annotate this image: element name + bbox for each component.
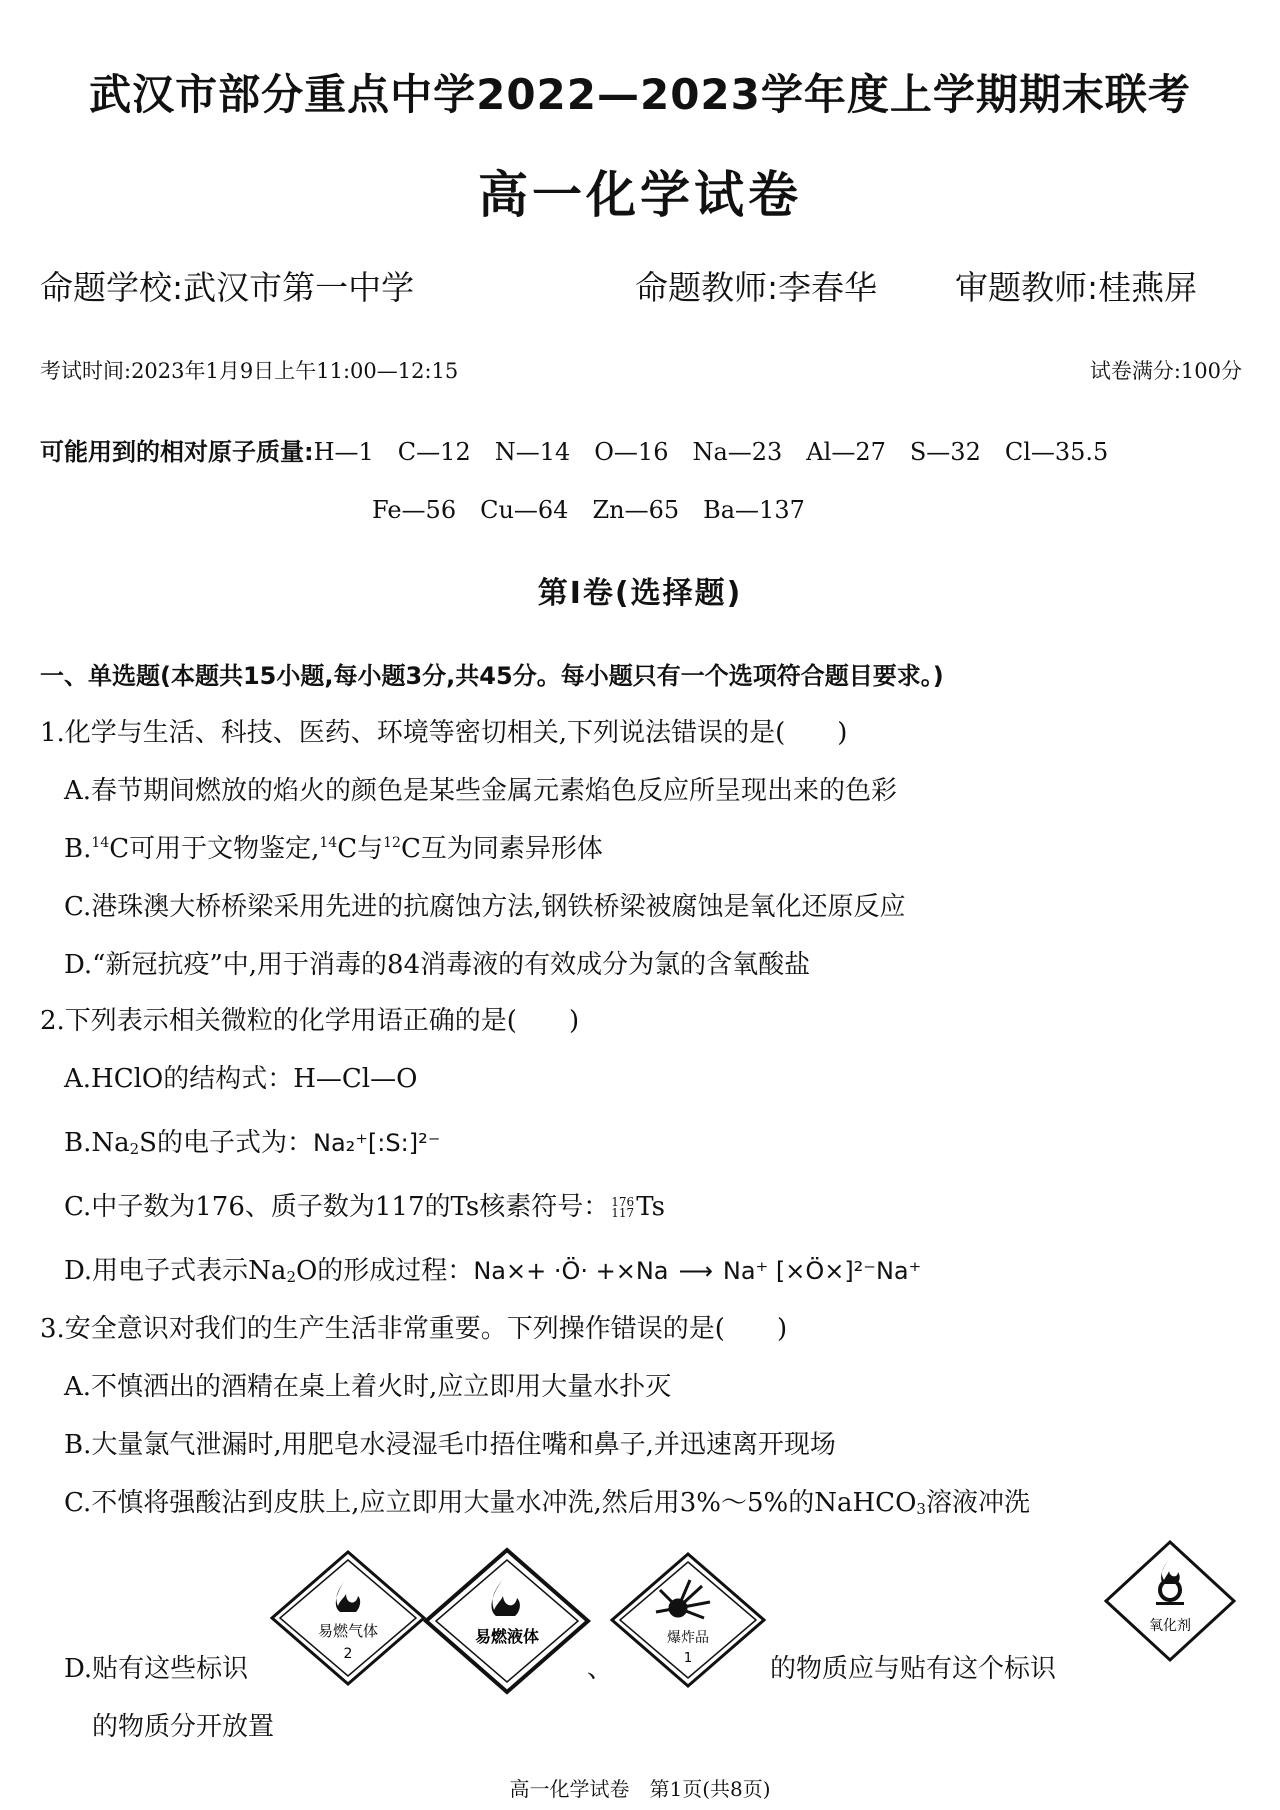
setter-school: 命题学校:武汉市第一中学 <box>40 268 415 307</box>
reviewer: 审题教师:桂燕屏 <box>955 268 1198 307</box>
q3-option-c <box>64 1482 1030 1519</box>
q2-b-formula: Na₂⁺[:S:]²⁻ <box>312 1129 441 1157</box>
nuclide-stack <box>611 1197 634 1219</box>
q1-b-end: C互为同素异形体 <box>400 834 603 864</box>
explosive-label: 爆炸品 <box>667 1630 709 1646</box>
setter-teacher: 命题教师:李春华 <box>635 268 878 307</box>
q3-option-a: A.不慎洒出的酒精在桌上着火时,应立即用大量水扑灭 <box>64 1372 672 1402</box>
reaction-arrow: ⟶ <box>678 1257 713 1285</box>
q3-option-d-separator: 、 <box>587 1654 614 1684</box>
nuclide-atomic-number: 117 <box>611 1206 635 1220</box>
q1-stem: 1.化学与生活、科技、医药、环境等密切相关,下列说法错误的是( ) <box>40 718 848 748</box>
q2-option-d <box>64 1250 921 1287</box>
q1-b-sup3: 12 <box>383 835 401 851</box>
q1-option-b <box>64 828 603 865</box>
q2-c-text: C.中子数为176、质子数为117的Ts核素符号： <box>64 1192 610 1222</box>
full-score: 试卷满分:100分 <box>1089 359 1242 383</box>
q3-option-d-pre: D.贴有这些标识 <box>64 1654 249 1684</box>
q2-b-mid: S的电子式为： <box>139 1128 313 1158</box>
q3-c-sub: 3 <box>916 1500 926 1518</box>
q3-c-end: 溶液冲洗 <box>925 1488 1030 1518</box>
nuclide-symbol: Ts <box>636 1192 665 1222</box>
q2-d-mid: O的形成过程： <box>295 1256 474 1286</box>
q2-d-left: Na×+ ·Ö· +×Na <box>473 1257 669 1285</box>
section-heading: 一、单选题(本题共15小题,每小题3分,共45分。每小题只有一个选项符合题目要求。) <box>40 662 944 690</box>
nuclide-mass-number: 176 <box>611 1195 635 1209</box>
q2-stem: 2.下列表示相关微粒的化学用语正确的是( ) <box>40 1006 580 1036</box>
q1-option-a: A.春节期间燃放的焰火的颜色是某些金属元素焰色反应所呈现出来的色彩 <box>64 776 898 806</box>
q3-option-d-mid: 的物质应与贴有这个标识 <box>770 1654 1057 1684</box>
q3-option-d-end: 的物质分开放置 <box>92 1712 275 1742</box>
flammable-gas-sign <box>268 1548 428 1688</box>
q1-option-c: C.港珠澳大桥桥梁采用先进的抗腐蚀方法,钢铁桥梁被腐蚀是氧化还原反应 <box>64 892 906 922</box>
section-title: 第Ⅰ卷(选择题) <box>537 576 743 611</box>
flammable-gas-label: 易燃气体 <box>317 1622 379 1640</box>
flammable-gas-class: 2 <box>343 1646 353 1662</box>
oxidizer-label: 氧化剂 <box>1149 1618 1191 1634</box>
q2-b-sub: 2 <box>129 1140 140 1158</box>
q2-option-b <box>64 1122 440 1159</box>
q3-stem: 3.安全意识对我们的生产生活非常重要。下列操作错误的是( ) <box>40 1314 788 1344</box>
q1-b-pre: B. <box>64 834 92 864</box>
atomic-masses-1: H—1 C—12 N—14 O—16 Na—23 Al—27 S—32 Cl—35.5 <box>313 438 1109 466</box>
q3-option-b: B.大量氯气泄漏时,用肥皂水浸湿毛巾捂住嘴和鼻子,并迅速离开现场 <box>64 1430 836 1460</box>
explosive-class: 1 <box>683 1651 693 1666</box>
atomic-mass-label: 可能用到的相对原子质量: <box>40 438 314 466</box>
atomic-mass-line-1 <box>40 432 1108 467</box>
q1-b-mid1: C可用于文物鉴定, <box>109 834 320 864</box>
explosive-sign <box>608 1550 768 1690</box>
q1-option-d: D.“新冠抗疫”中,用于消毒的84消毒液的有效成分为氯的含氧酸盐 <box>64 950 811 980</box>
q1-b-mid2: C与 <box>337 834 384 864</box>
flammable-liquid-sign <box>422 1546 592 1696</box>
q2-d-pre: D.用电子式表示Na <box>64 1256 287 1286</box>
q2-d-right: Na⁺ [×Ö×]²⁻Na⁺ <box>722 1257 922 1285</box>
q2-b-pre: B.Na <box>64 1128 130 1158</box>
school-exam-title: 武汉市部分重点中学2022—2023学年度上学期期末联考 <box>89 70 1191 119</box>
oxidizer-sign <box>1102 1538 1238 1664</box>
q1-b-sup2: 14 <box>319 835 338 851</box>
exam-time: 考试时间:2023年1月9日上午11:00—12:15 <box>40 359 459 383</box>
q2-option-c <box>64 1186 665 1223</box>
page-title: 高一化学试卷 <box>478 166 802 224</box>
flammable-liquid-label: 易燃液体 <box>474 1627 540 1646</box>
q2-d-sub: 2 <box>286 1268 296 1286</box>
q2-option-a: A.HClO的结构式：H—Cl—O <box>64 1064 418 1094</box>
atomic-masses-2: Fe—56 Cu—64 Zn—65 Ba—137 <box>372 496 805 524</box>
q3-c-pre: C.不慎将强酸沾到皮肤上,应立即用大量水冲洗,然后用3%～5%的NaHCO <box>64 1488 917 1518</box>
q1-b-sup1: 14 <box>91 835 110 851</box>
page-footer: 高一化学试卷 第1页(共8页) <box>509 1777 771 1801</box>
